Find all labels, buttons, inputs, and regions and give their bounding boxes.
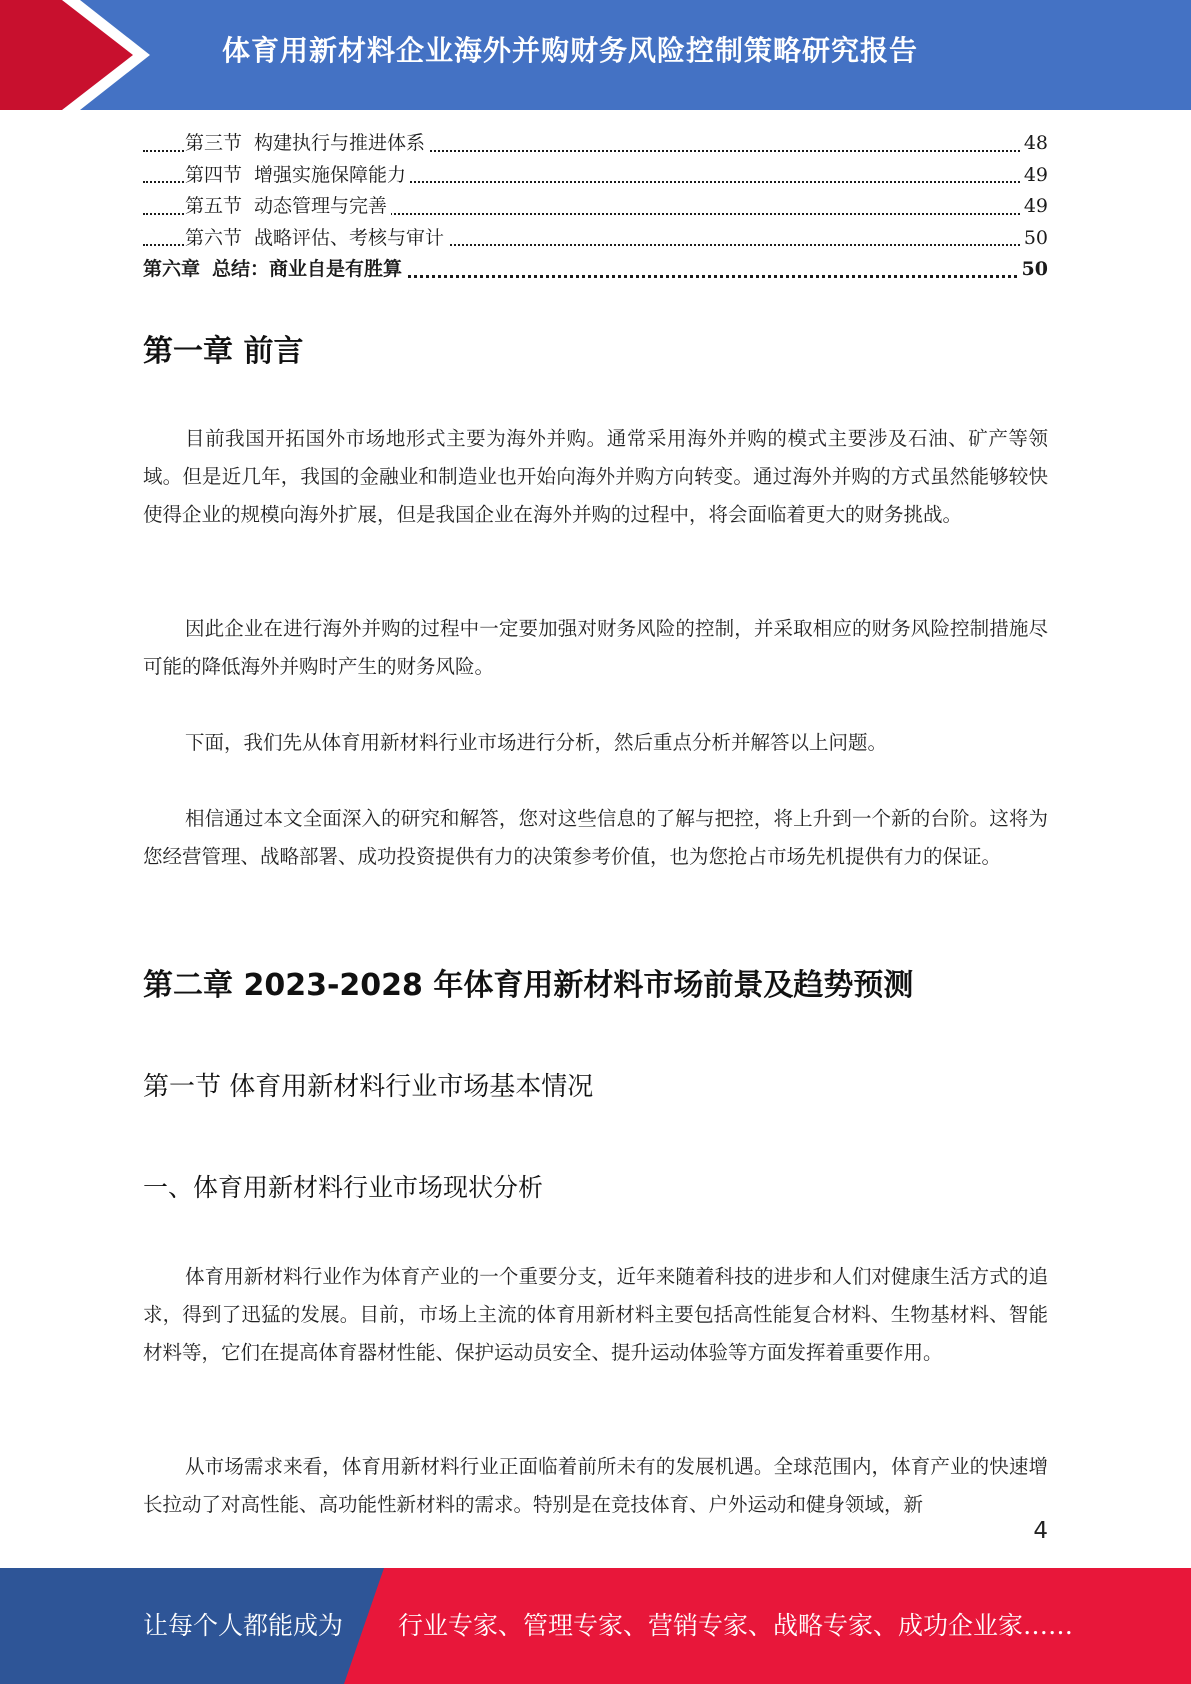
toc-entry-section: 第三节 — [185, 132, 243, 154]
chapter-heading: 第一章 前言 — [143, 334, 304, 369]
toc-entry-page: 48 — [1020, 128, 1048, 160]
chapter-heading: 第二章 2023-2028 年体育用新材料市场前景及趋势预测 — [143, 968, 914, 1003]
footer-band — [0, 1568, 1191, 1684]
body-paragraph: 目前我国开拓国外市场地形式主要为海外并购。通常采用海外并购的模式主要涉及石油、矿产等领域。但是近几年，我国的金融业和制造业也开始向海外并购方向转变。通过海外并购的方式虽然能够较快使得企业的规模向海外扩展，但是我国企业在海外并购的过程中，将会面临着更大的财务挑战。 — [143, 427, 1048, 526]
toc-entry[interactable] — [143, 191, 1048, 223]
toc-entry-title: 增强实施保障能力 — [254, 163, 407, 186]
header-band — [0, 0, 1191, 110]
toc-entry-title: 动态管理与完善 — [254, 195, 388, 217]
toc-entry-section: 第六章 — [143, 258, 201, 280]
body-paragraph: 从市场需求来看，体育用新材料行业正面临着前所未有的发展机遇。全球范围内，体育产业的快速增长拉动了对高性能、高功能性新材料的需求。特别是在竞技体育、户外运动和健身领域，新 — [143, 1455, 1048, 1516]
page-number: 4 — [1033, 1518, 1048, 1544]
body-paragraph: 下面，我们先从体育用新材料行业市场进行分析，然后重点分析并解答以上问题。 — [185, 731, 888, 754]
body-paragraph: 因此企业在进行海外并购的过程中一定要加强对财务风险的控制，并采取相应的财务风险控制措施尽可能的降低海外并购时产生的财务风险。 — [143, 617, 1048, 678]
footer-slogan-right: 行业专家、管理专家、营销专家、战略专家、成功企业家…… — [398, 1611, 1074, 1640]
toc-entry-title: 战略评估、考核与审计 — [254, 226, 445, 249]
toc-entry-page: 50 — [1020, 223, 1048, 255]
toc-entry-title: 构建执行与推进体系 — [254, 132, 426, 154]
footer-slogan-left: 让每个人都能成为 — [143, 1611, 344, 1640]
toc-entry[interactable] — [143, 223, 1048, 255]
toc-entry-section: 第四节 — [185, 163, 243, 186]
table-of-contents — [143, 128, 1048, 286]
toc-entry-page: 49 — [1020, 191, 1048, 223]
subsection-heading: 一、体育用新材料行业市场现状分析 — [143, 1173, 544, 1202]
body-paragraph: 相信通过本文全面深入的研究和解答，您对这些信息的了解与把控，将上升到一个新的台阶。这将为您经营管理、战略部署、成功投资提供有力的决策参考价值，也为您抢占市场先机提供有力的保证。 — [143, 807, 1048, 868]
toc-entry[interactable] — [143, 128, 1048, 160]
section-heading: 第一节 体育用新材料行业市场基本情况 — [143, 1072, 594, 1102]
report-title: 体育用新材料企业海外并购财务风险控制策略研究报告 — [222, 34, 919, 67]
toc-entry[interactable] — [143, 160, 1048, 192]
body-paragraph: 体育用新材料行业作为体育产业的一个重要分支，近年来随着科技的进步和人们对健康生活方式的追求，得到了迅猛的发展。目前，市场上主流的体育用新材料主要包括高性能复合材料、生物基材料、智能材料等，它们在提高体育器材性能、保护运动员安全、提升运动体验等方面发挥着重要作用。 — [143, 1265, 1048, 1364]
toc-entry-chapter[interactable] — [143, 254, 1048, 286]
toc-entry-title: 总结：商业自是有胜算 — [212, 258, 403, 280]
toc-entry-page: 49 — [1020, 160, 1048, 192]
toc-entry-page: 50 — [1018, 254, 1048, 286]
toc-entry-section: 第六节 — [185, 226, 243, 249]
toc-entry-section: 第五节 — [185, 195, 243, 217]
